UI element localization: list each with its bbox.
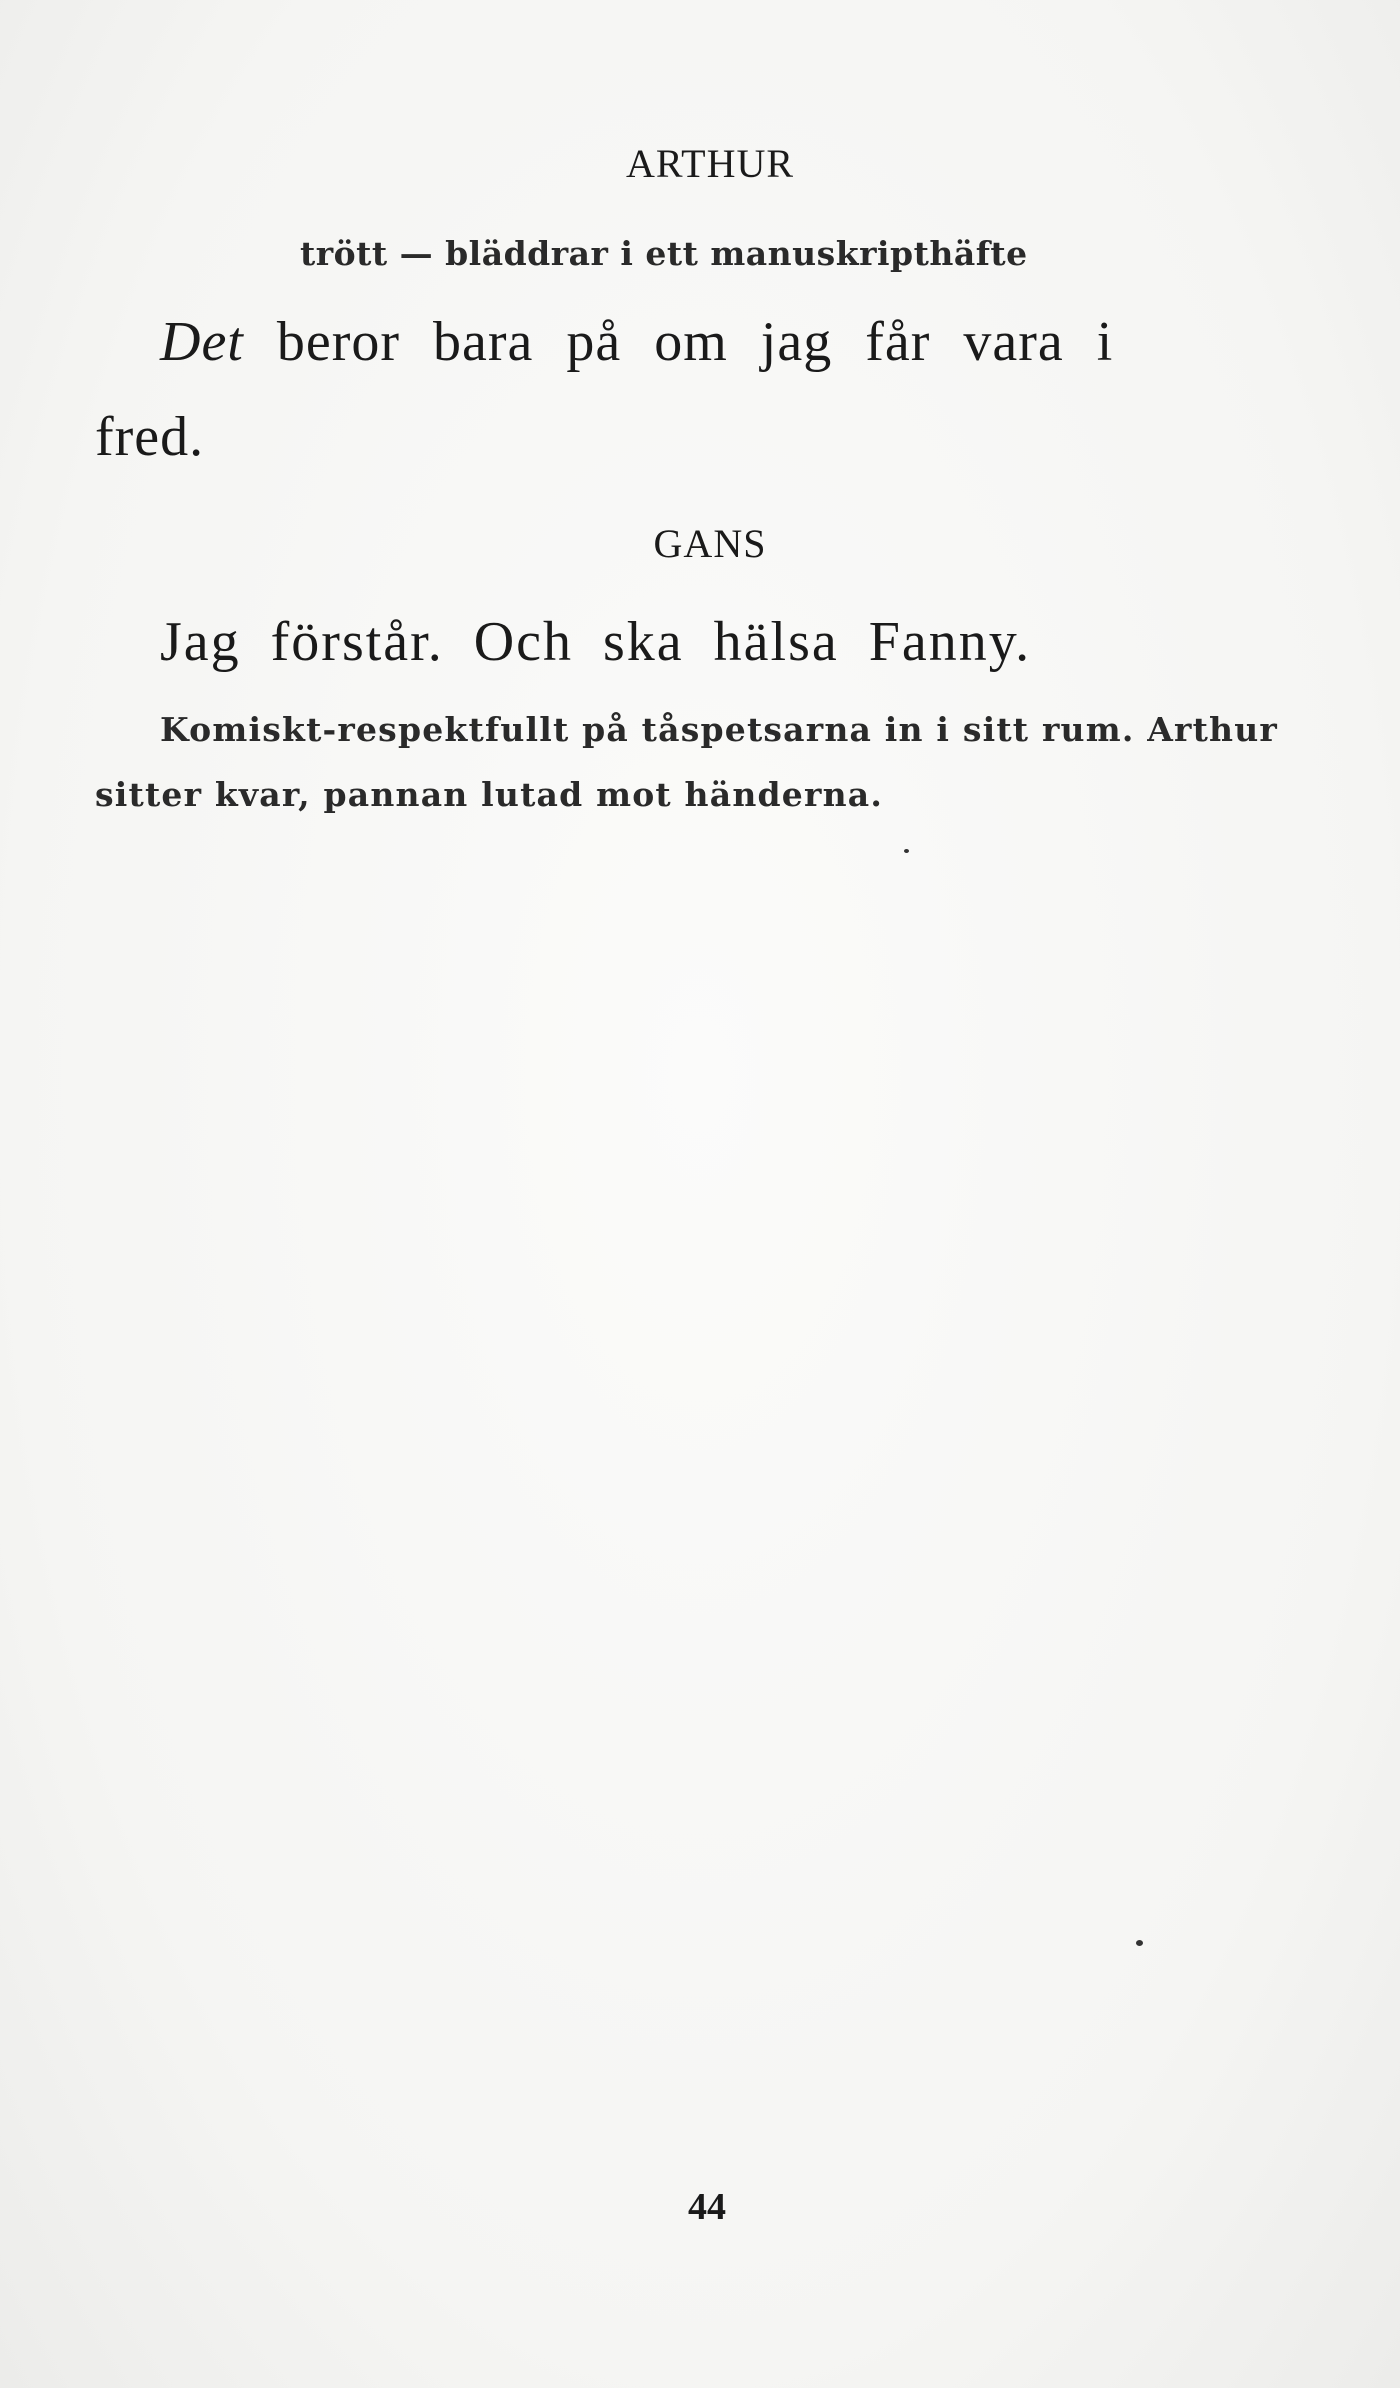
stage-direction-continuation: sitter kvar, pannan lutad mot händerna. [95,775,884,814]
page-number: 44 [688,2186,726,2228]
dialogue-emphasis: Det [160,311,244,373]
stage-direction: Komiskt-respektfullt på tåspetsarna in i sitt rum. Arthur [160,710,1279,749]
print-speck [1136,1940,1143,1946]
speaker-name: GANS [653,521,767,566]
stage-direction: trött — bläddrar i ett manuskripthäfte [300,234,1028,273]
dialogue-line [160,310,1340,374]
dialogue-text: beror bara på om jag får vara i [276,311,1114,373]
dialogue-line: Jag förstår. Och ska hälsa Fanny. [160,611,1032,673]
speaker-name: ARTHUR [625,141,795,186]
print-speck [904,849,909,853]
dialogue-line-continuation: fred. [95,406,205,468]
